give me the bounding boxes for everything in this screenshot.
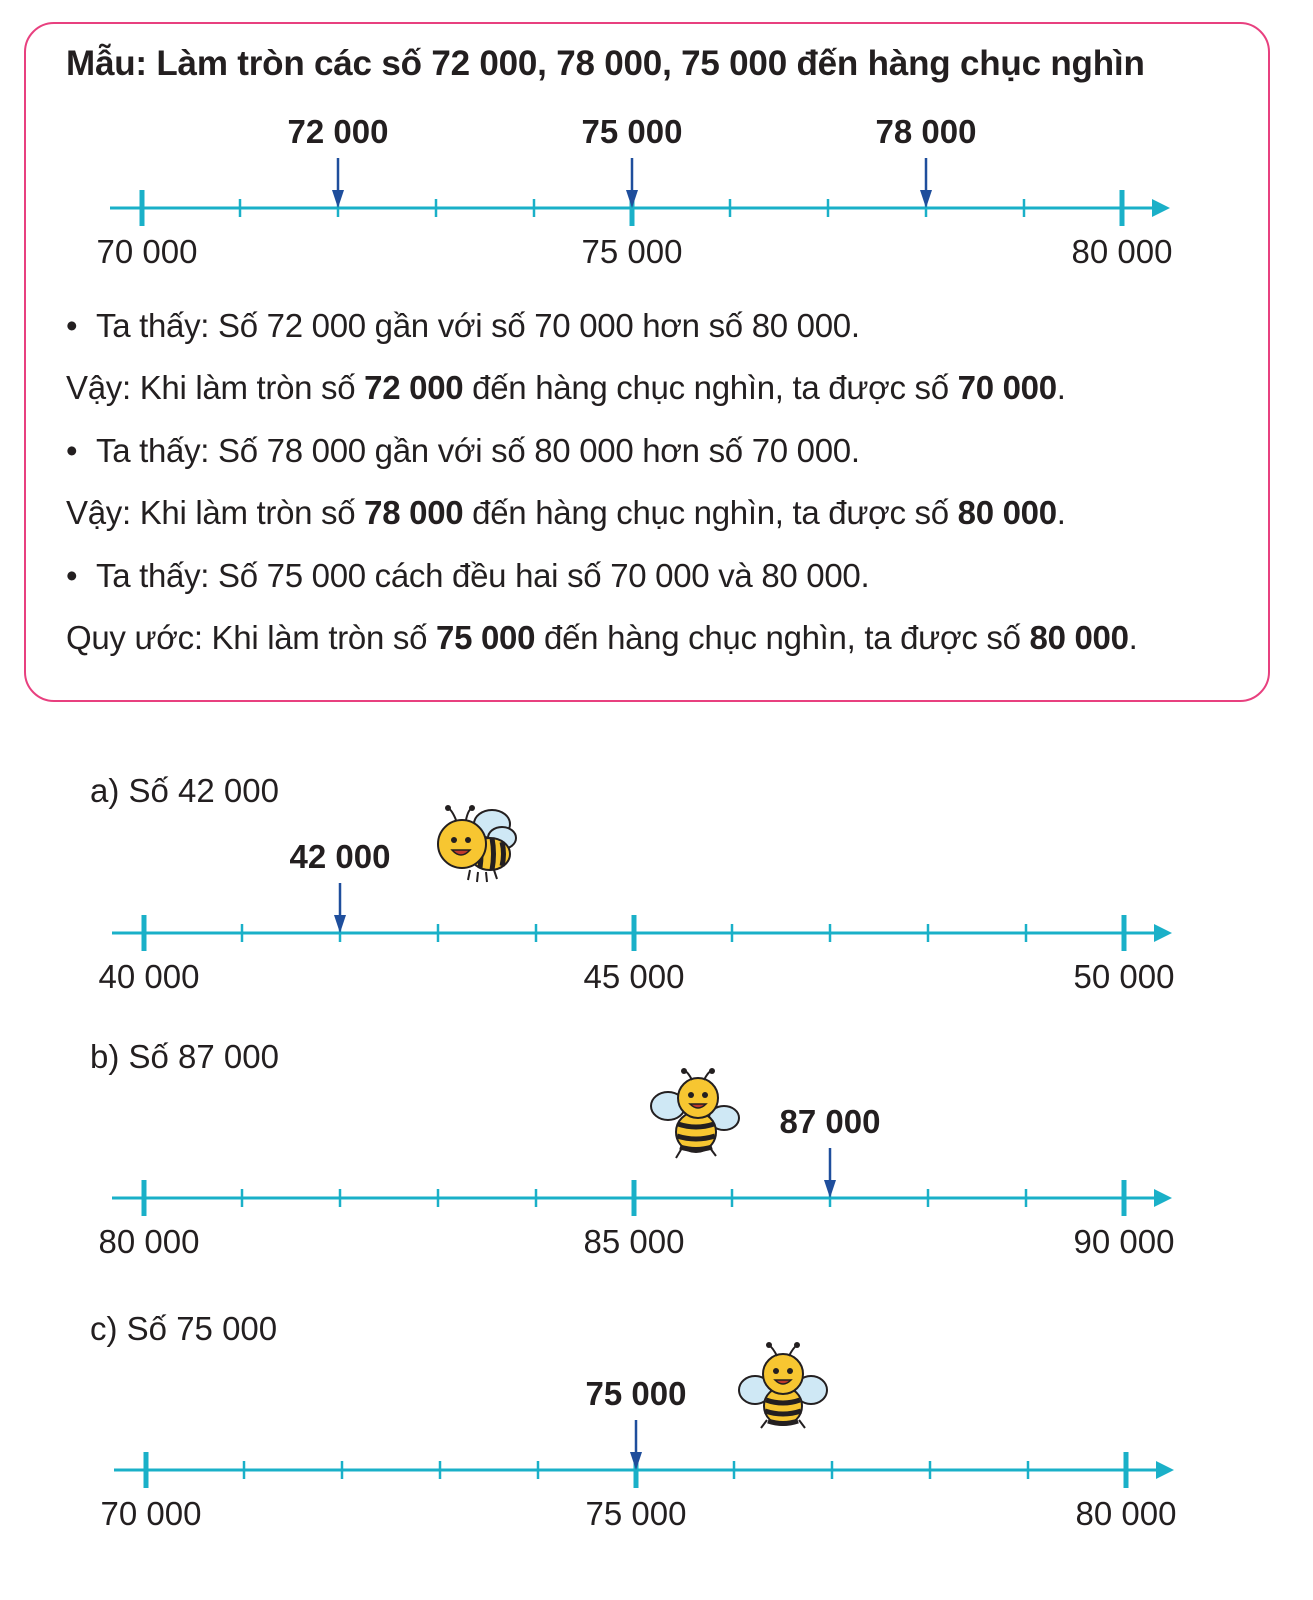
- bullet: •: [66, 557, 78, 594]
- marker-arrowhead: [626, 190, 638, 208]
- marker-label: 72 000: [287, 113, 389, 150]
- sample-line-6: [66, 619, 1138, 657]
- line-number: 72 000: [364, 369, 464, 406]
- end-label: 80 000: [1075, 1495, 1177, 1532]
- line-prefix: Vậy: Khi làm tròn số: [66, 494, 365, 531]
- line-number: 75 000: [436, 619, 536, 656]
- line-middle: đến hàng chục nghìn, ta được số: [463, 369, 958, 406]
- line-result: 70 000: [957, 369, 1057, 406]
- exercise-c-numberline: [0, 1372, 1313, 1542]
- sample-line-2: [66, 369, 1066, 407]
- exercise-c-label: c) Số 75 000: [90, 1310, 278, 1347]
- marker-arrowhead: [824, 1180, 836, 1198]
- start-label: 80 000: [98, 1223, 200, 1260]
- bee-icon: [430, 802, 525, 887]
- line-middle: đến hàng chục nghìn, ta được số: [535, 619, 1030, 656]
- marker-label: 78 000: [875, 113, 977, 150]
- axis-arrowhead: [1152, 199, 1170, 217]
- bee-icon: [648, 1068, 743, 1163]
- mid-label: 75 000: [581, 233, 683, 270]
- marker-label: 75 000: [581, 113, 683, 150]
- marker-arrowhead: [630, 1452, 642, 1470]
- axis-arrowhead: [1154, 1189, 1172, 1207]
- sample-line-5: [66, 557, 869, 595]
- line-text: Ta thấy: Số 75 000 cách đều hai số 70 000 và 80 000.: [96, 557, 870, 594]
- mid-label: 85 000: [583, 1223, 685, 1260]
- marker-label: 42 000: [289, 838, 391, 875]
- marker-arrowhead: [334, 915, 346, 933]
- line-prefix: Quy ước: Khi làm tròn số: [66, 619, 437, 656]
- line-suffix: .: [1056, 494, 1066, 531]
- mid-label: 45 000: [583, 958, 685, 995]
- line-result: 80 000: [1029, 619, 1129, 656]
- exercise-a-numberline: [0, 835, 1313, 1005]
- line-number: 78 000: [364, 494, 464, 531]
- line-result: 80 000: [957, 494, 1057, 531]
- end-label: 90 000: [1073, 1223, 1175, 1260]
- marker-arrowhead: [332, 190, 344, 208]
- marker-label: 87 000: [779, 1103, 881, 1140]
- sample-line-4: [66, 494, 1066, 532]
- exercise-b-label: b) Số 87 000: [90, 1038, 279, 1075]
- sample-line-1: [66, 307, 860, 345]
- start-label: 40 000: [98, 958, 200, 995]
- exercise-a-label: a) Số 42 000: [90, 772, 279, 809]
- marker-label: 75 000: [585, 1375, 687, 1412]
- mid-label: 75 000: [585, 1495, 687, 1532]
- line-prefix: Vậy: Khi làm tròn số: [66, 369, 365, 406]
- start-label: 70 000: [96, 233, 198, 270]
- sample-line-3: [66, 432, 860, 470]
- bullet: •: [66, 307, 78, 344]
- end-label: 80 000: [1071, 233, 1173, 270]
- end-label: 50 000: [1073, 958, 1175, 995]
- marker-arrowhead: [920, 190, 932, 208]
- bee-icon: [735, 1340, 830, 1435]
- line-text: Ta thấy: Số 72 000 gần với số 70 000 hơn số 80 000.: [96, 307, 860, 344]
- line-suffix: .: [1128, 619, 1138, 656]
- line-suffix: .: [1056, 369, 1066, 406]
- line-text: Ta thấy: Số 78 000 gần với số 80 000 hơn số 70 000.: [96, 432, 860, 469]
- start-label: 70 000: [100, 1495, 202, 1532]
- axis-arrowhead: [1154, 924, 1172, 942]
- line-middle: đến hàng chục nghìn, ta được số: [463, 494, 958, 531]
- axis-arrowhead: [1156, 1461, 1174, 1479]
- sample-title: Mẫu: Làm tròn các số 72 000, 78 000, 75 000 đến hàng chục nghìn: [66, 44, 1145, 83]
- bullet: •: [66, 432, 78, 469]
- sample-numberline: [0, 110, 1313, 280]
